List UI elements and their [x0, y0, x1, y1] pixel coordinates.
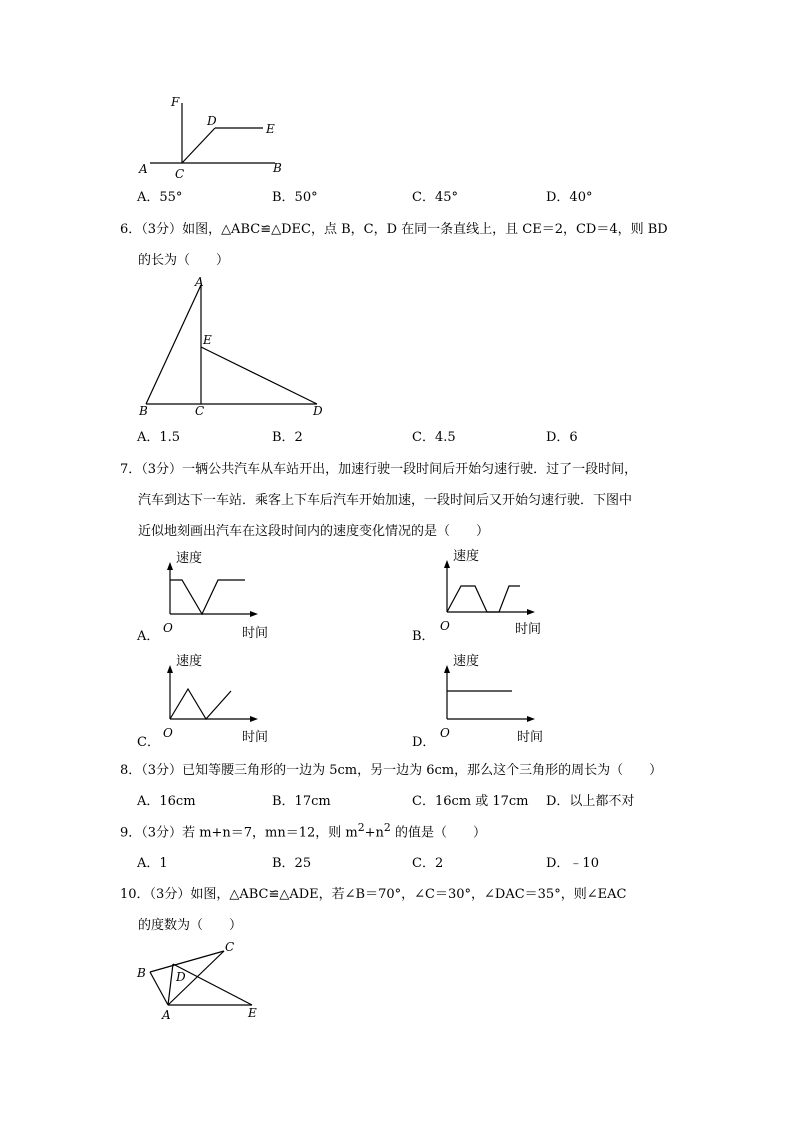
y-axis-arrow — [167, 665, 173, 673]
q8-option-a[interactable]: A．16cm — [137, 794, 196, 809]
label-d: D — [176, 970, 186, 984]
q6-score: （3分） — [141, 222, 183, 237]
y-label: 速度 — [453, 549, 480, 564]
q6-number: 6． — [120, 222, 142, 237]
q7-option-c[interactable]: C． — [137, 735, 160, 750]
label-f: F — [171, 95, 180, 109]
x-axis-arrow — [250, 611, 258, 617]
y-axis-arrow — [444, 665, 450, 673]
q9-sup-1: 2 — [357, 821, 365, 834]
q9-option-a[interactable]: A．1 — [137, 856, 168, 871]
y-label: 速度 — [176, 654, 203, 669]
q7-option-a[interactable]: A． — [137, 629, 160, 644]
origin-label: O — [440, 726, 450, 740]
q8-option-c[interactable]: C．16cm 或 17cm — [412, 794, 529, 809]
x-axis-arrow — [527, 609, 535, 615]
q7-text-1: 一辆公共汽车从车站开出，加速行驶一段时间后开始匀速行驶．过了一段时间， — [182, 462, 638, 477]
origin-label: O — [440, 619, 450, 633]
segment-ab — [146, 285, 201, 404]
q5-option-a[interactable]: A．55° — [137, 190, 183, 205]
label-b: B — [137, 966, 146, 980]
origin-label: O — [163, 621, 173, 635]
q6-text-1: 如图，△ABC≌△DEC，点 B，C，D 在同一条直线上，且 CE＝2，CD＝4，则 BD — [182, 222, 668, 237]
q6-option-a[interactable]: A．1.5 — [137, 430, 181, 445]
q10-text-1: 如图，△ABC≌△ADE，若∠B＝70°，∠C＝30°，∠DAC＝35°，则∠EAC — [190, 887, 627, 902]
label-d: D — [207, 114, 217, 128]
q7-score: （3分） — [141, 462, 183, 477]
segment-ab — [150, 972, 168, 1005]
y-axis-arrow — [444, 560, 450, 568]
label-a: A — [195, 275, 204, 289]
q5-option-b[interactable]: B．50° — [272, 190, 318, 205]
q6-option-d[interactable]: D．6 — [546, 430, 578, 445]
speed-curve — [447, 586, 520, 612]
y-axis-arrow — [167, 562, 173, 570]
q5-option-c[interactable]: C．45° — [412, 190, 458, 205]
x-axis-arrow — [250, 716, 258, 722]
q9-option-d[interactable]: D．﹣10 — [546, 856, 599, 871]
label-e: E — [203, 333, 212, 347]
q9-text-a: 若 m+n＝7，mn＝12，则 m — [182, 825, 358, 841]
q7-graph-d — [437, 651, 557, 746]
q9-number: 9． — [120, 825, 142, 841]
label-b: B — [273, 161, 282, 175]
q5-figure — [130, 90, 300, 185]
q6-option-b[interactable]: B．2 — [272, 430, 303, 445]
label-c: C — [195, 404, 205, 418]
speed-curve — [170, 689, 231, 719]
q9-sup-2: 2 — [383, 821, 391, 834]
q9-option-c[interactable]: C．2 — [412, 856, 444, 871]
label-c: C — [225, 940, 235, 954]
q10-figure — [130, 935, 270, 1025]
y-label: 速度 — [176, 551, 203, 566]
q8-number: 8． — [120, 763, 142, 778]
label-e: E — [248, 1006, 257, 1020]
x-label: 时间 — [242, 626, 269, 641]
x-label: 时间 — [515, 622, 542, 637]
q8-line1 — [120, 759, 662, 778]
label-e: E — [266, 122, 275, 136]
label-a: A — [139, 162, 148, 176]
segment-ad — [168, 964, 173, 1005]
q7-graph-a — [160, 548, 280, 643]
line-cd — [182, 128, 215, 163]
label-d: D — [313, 404, 323, 418]
label-b: B — [139, 404, 148, 418]
q6-option-c[interactable]: C．4.5 — [412, 430, 456, 445]
q8-score: （3分） — [141, 763, 183, 778]
q6-figure — [135, 276, 335, 421]
label-a: A — [162, 1008, 171, 1022]
q10-line2: 的度数为（ ） — [138, 918, 243, 933]
q7-line2: 汽车到达下一车站．乘客上下车后汽车开始加速，一段时间后又开始匀速行驶．下图中 — [138, 493, 633, 508]
x-axis-arrow — [527, 716, 535, 722]
q10-number: 10． — [120, 887, 150, 902]
q7-option-d[interactable]: D． — [412, 735, 436, 750]
label-c: C — [175, 167, 185, 181]
q9-text-c: 的值是（ ） — [390, 825, 486, 841]
q6-line2: 的长为（ ） — [138, 253, 230, 268]
x-label: 时间 — [517, 730, 544, 745]
q5-option-d[interactable]: D．40° — [546, 190, 593, 205]
q10-line1 — [120, 883, 626, 902]
q8-text-1: 已知等腰三角形的一边为 5cm，另一边为 6cm，那么这个三角形的周长为（ ） — [182, 763, 663, 778]
q9-option-b[interactable]: B．25 — [272, 856, 312, 871]
speed-curve — [170, 580, 245, 614]
q6-line1 — [120, 218, 668, 237]
q9-line1 — [120, 821, 486, 840]
q7-line1 — [120, 458, 637, 477]
q9-text-b: +n — [364, 825, 384, 841]
q7-option-b[interactable]: B． — [412, 629, 435, 644]
q10-score: （3分） — [149, 887, 191, 902]
q7-graph-c — [160, 651, 280, 746]
x-label: 时间 — [242, 730, 269, 745]
segment-ed — [201, 347, 317, 404]
q9-score: （3分） — [141, 825, 183, 841]
q7-number: 7． — [120, 462, 142, 477]
origin-label: O — [163, 726, 173, 740]
q8-option-b[interactable]: B．17cm — [272, 794, 331, 809]
y-label: 速度 — [453, 654, 480, 669]
q7-graph-b — [437, 546, 557, 641]
q7-line3: 近似地刻画出汽车在这段时间内的速度变化情况的是（ ） — [138, 524, 490, 539]
q8-option-d[interactable]: D．以上都不对 — [546, 794, 635, 809]
